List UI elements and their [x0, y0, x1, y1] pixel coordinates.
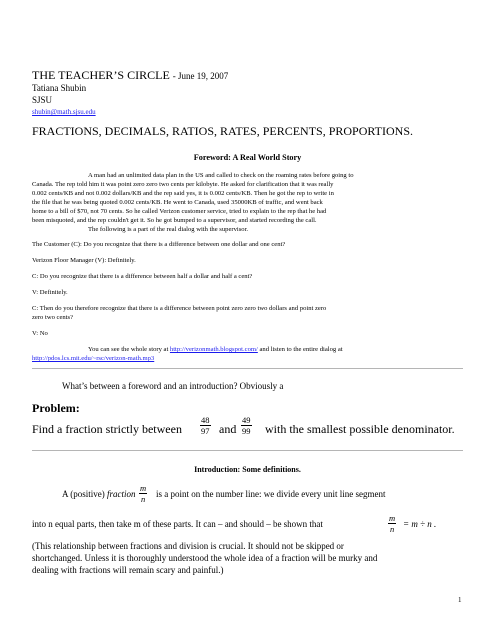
fraction-m-over-n-eq: [388, 513, 396, 534]
dialog-line: Verizon Floor Manager (V): Definitely.: [32, 257, 136, 264]
fraction-numerator: m: [389, 513, 396, 523]
foreword-line: Canada. The rep told him it was point zero zero two cents per kilobyte. He asked for clarification that it was really: [32, 181, 334, 188]
fraction-49-99: [241, 415, 252, 436]
page-number: 1: [458, 596, 462, 604]
fraction-numerator: m: [140, 483, 147, 493]
doc-title: [32, 68, 228, 83]
dialog-line: C: Do you recognize that there is a difference between half a dollar and half a cent?: [32, 273, 253, 280]
division-equation: = m ÷ n .: [403, 519, 437, 529]
fraction-denominator: n: [389, 524, 395, 534]
author-email-link[interactable]: shubin@math.sjsu.edu: [32, 108, 96, 116]
fraction-m-over-n: [139, 483, 147, 504]
intro-line-1b: is a point on the number line: we divide every unit line segment: [156, 489, 386, 499]
problem-text-end: with the smallest possible denominator.: [265, 422, 455, 436]
intro-paragraph-line: shortchanged. Unless it is thoroughly understood the whole idea of a fraction will be murky and: [32, 553, 378, 563]
fraction-denominator: 99: [242, 426, 251, 436]
problem-text-start: Find a fraction strictly between: [32, 422, 182, 436]
dialog-line: V: Definitely.: [32, 289, 68, 296]
foreword-heading: Foreword: A Real World Story: [193, 153, 302, 162]
circle-title: THE TEACHER’S CIRCLE: [32, 68, 170, 82]
section-divider: [32, 368, 463, 369]
doc-date: - June 19, 2007: [172, 71, 229, 81]
foreword-line: home to a bill of $70, not 70 cents. So he called Verizon customer service, tried to explain to the rep that he had: [32, 208, 327, 215]
author-name: Tatiana Shubin: [32, 83, 87, 93]
fraction-numerator: 48: [201, 415, 210, 425]
main-title: FRACTIONS, DECIMALS, RATIOS, RATES, PERCENTS, PROPORTIONS.: [32, 124, 414, 138]
section-divider: [32, 450, 463, 451]
fraction-denominator: n: [140, 494, 146, 504]
fraction-denominator: 97: [201, 426, 210, 436]
author-org: SJSU: [32, 95, 53, 105]
foreword-line: the file that he was being quoted 0.002 cents/KB. He went to Canada, used 35000KB of traffic, and went back: [32, 199, 323, 206]
foreword-line: 0.002 cents/KB and not 0.002 dollars/KB and the rep said yes, it is 0.002 cents/KB. Then he got the rep to write in: [32, 190, 334, 197]
foreword-line: A man had an unlimited data plan in the US and called to check on the roaming rates before going to: [88, 172, 354, 179]
intro-paragraph-line: dealing with fractions will remain scary and painful.): [32, 565, 224, 575]
blog-link[interactable]: http://verizonmath.blogspot.com/: [169, 346, 258, 353]
foreword-line: The following is a part of the real dialog with the supervisor.: [88, 226, 249, 233]
dialog-line: zero two cents?: [32, 314, 74, 321]
foreword-line: been misquoted, and the rep couldn't get it. So he got bumped to a supervisor, and started recording the call.: [32, 217, 317, 224]
problem-and: and: [219, 422, 237, 436]
story-line: [88, 346, 343, 353]
intro-line-2: into n equal parts, then take m of these parts. It can – and should – be shown that: [32, 519, 323, 529]
fraction-numerator: 49: [242, 415, 251, 425]
dialog-line: C: Then do you therefore recognize that there is a difference between point zero zero two dollars and point zero: [32, 305, 327, 312]
bridge-text: What’s between a foreword and an introduction? Obviously a: [62, 381, 284, 391]
dialog-line: The Customer (C): Do you recognize that there is a difference between one dollar and one cent?: [32, 241, 286, 248]
intro-line-1a: [62, 489, 136, 499]
fraction-term: fraction: [107, 489, 136, 499]
intro-text: A (positive): [62, 489, 105, 499]
audio-link[interactable]: http://pdos.lcs.mit.edu/~rsc/verizon-math.mp3: [32, 355, 155, 362]
intro-heading: Introduction: Some definitions.: [194, 465, 301, 474]
fraction-48-97: [200, 415, 211, 436]
story-text-2: and listen to the entire dialog at: [257, 346, 343, 353]
dialog-line: V: No: [32, 330, 48, 337]
intro-paragraph-line: (This relationship between fractions and division is crucial. It should not be skipped or: [32, 541, 344, 551]
problem-heading: Problem:: [32, 401, 80, 415]
story-text: You can see the whole story at: [88, 346, 170, 353]
